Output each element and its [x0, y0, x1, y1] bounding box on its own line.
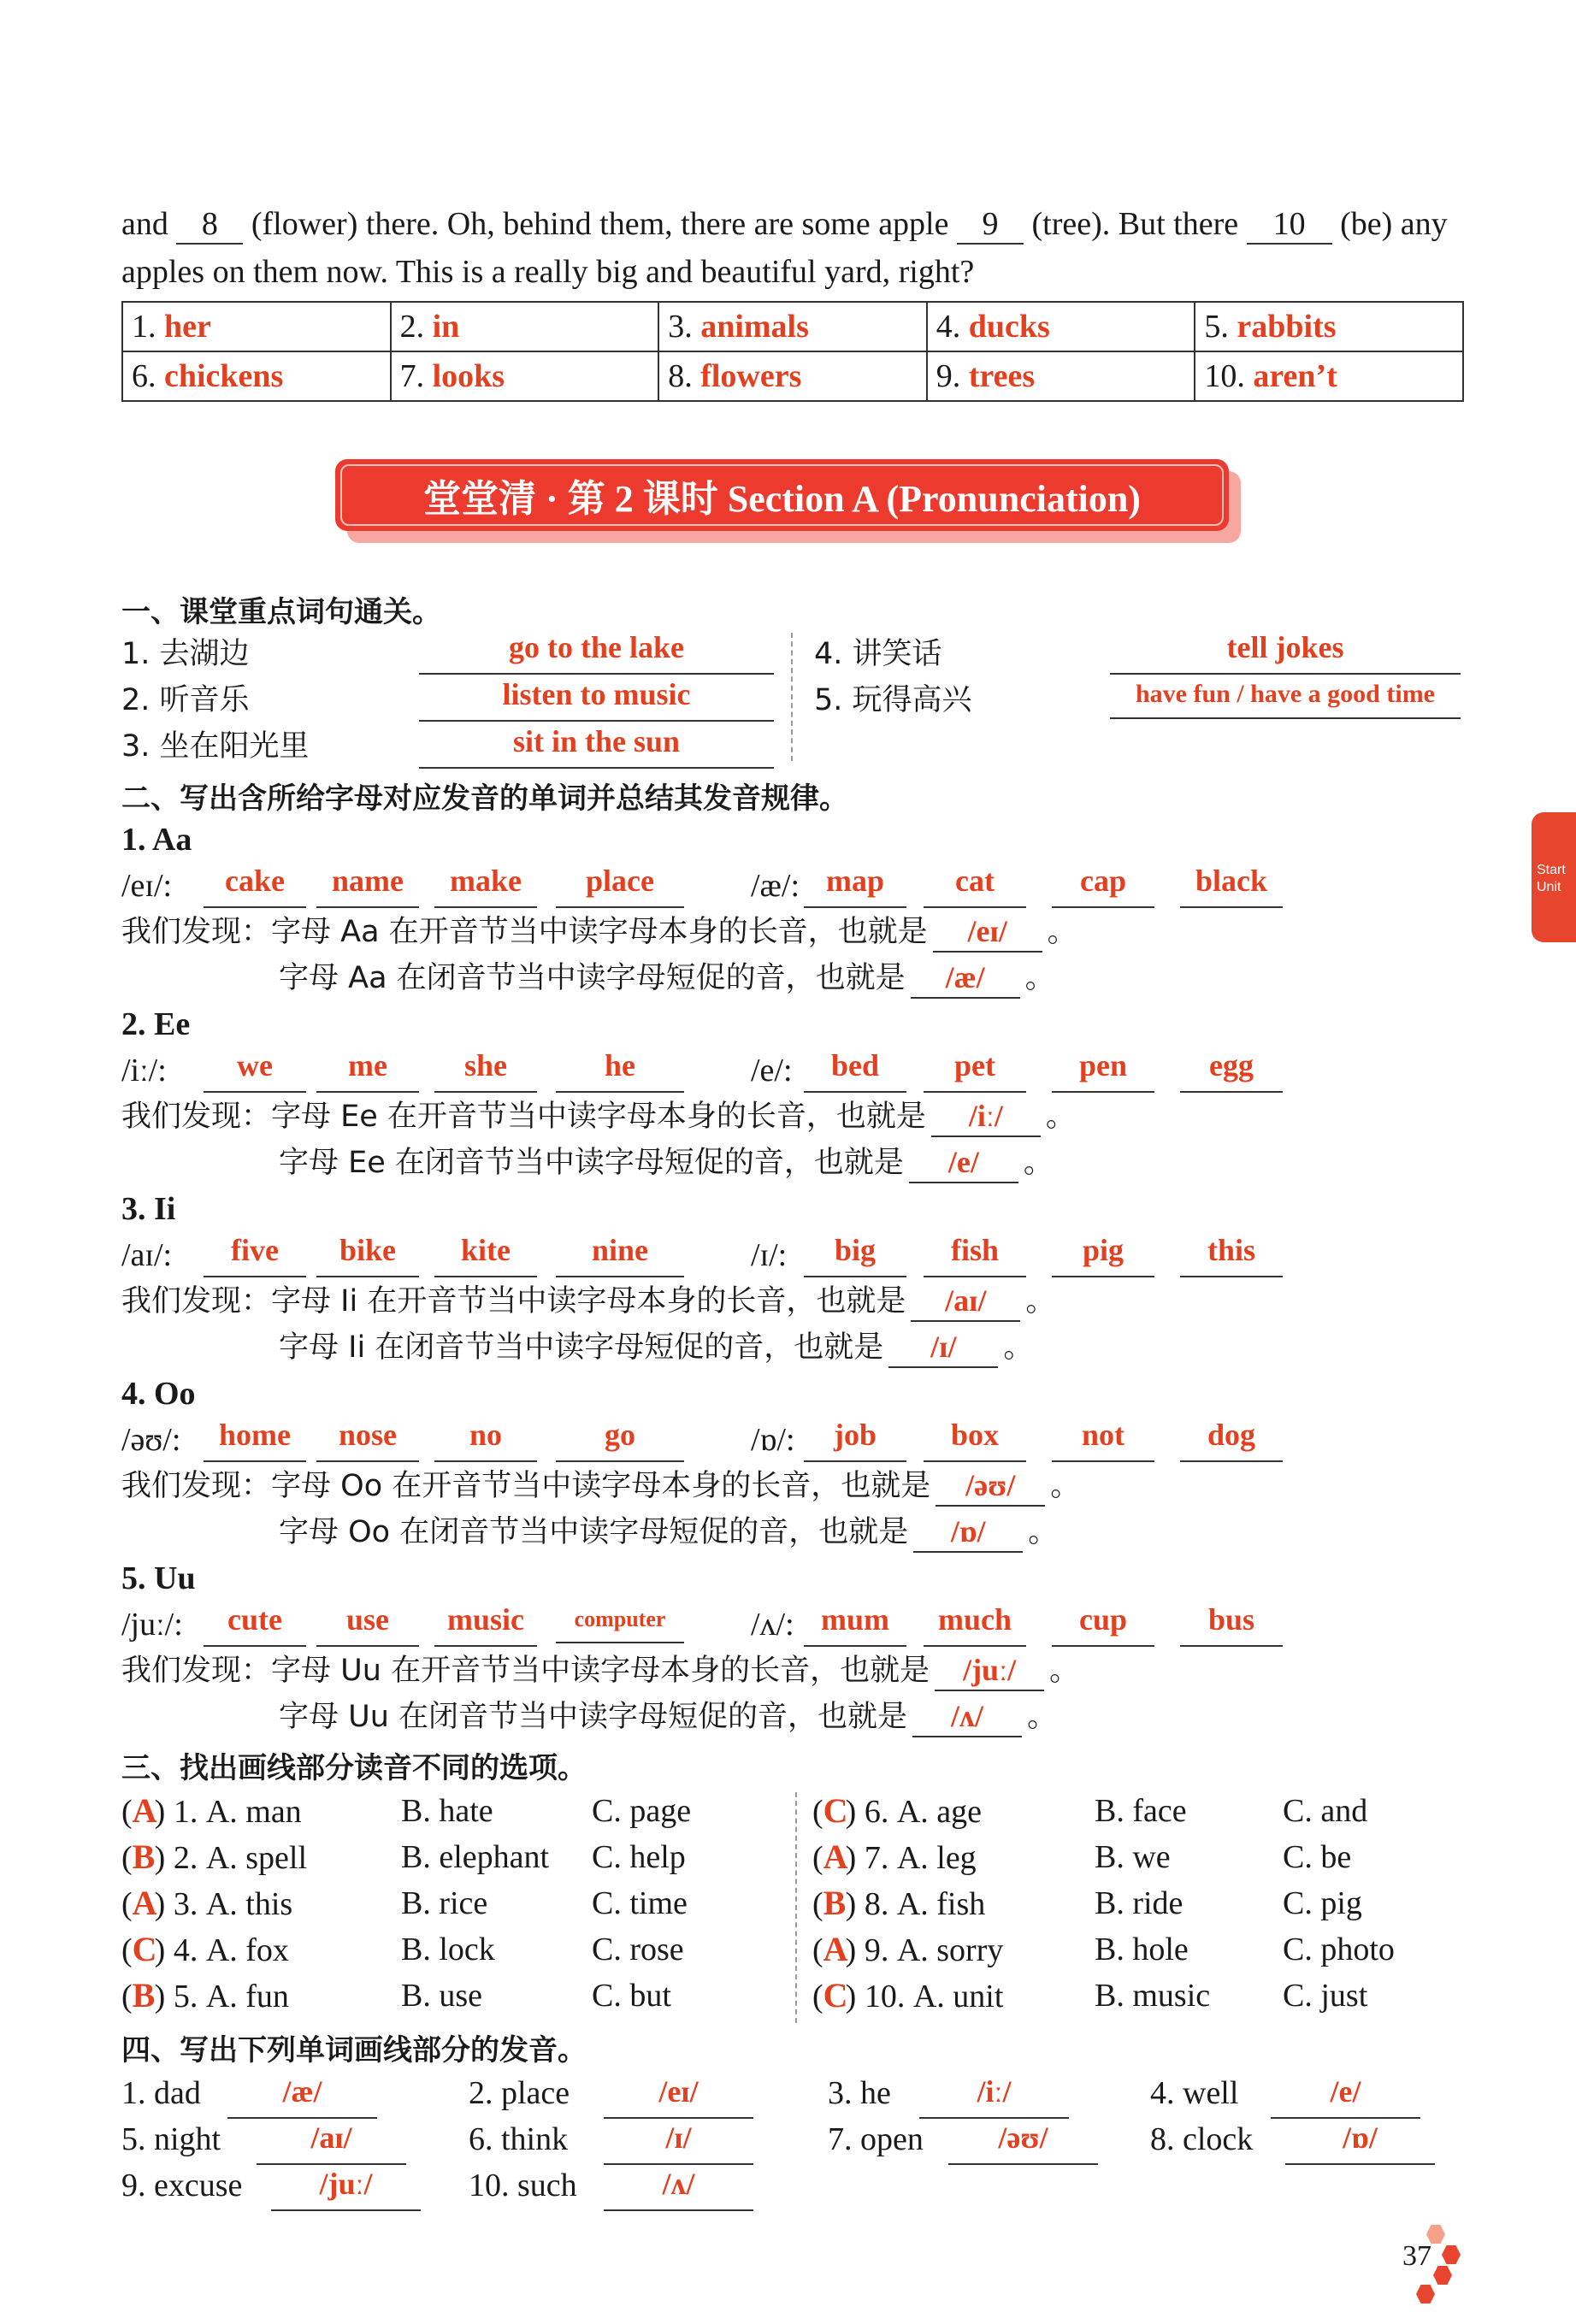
phonetic-answer: /iː/ — [977, 2074, 1012, 2109]
phonetic-answer: /eɪ/ — [658, 2074, 699, 2109]
phonetic-blank — [1285, 2119, 1435, 2165]
option-c: C. photo — [1283, 1932, 1395, 1967]
group-title: 4. Oo — [121, 1376, 196, 1412]
question-number: 9. — [864, 1932, 889, 1968]
hexagon-decoration — [1442, 2245, 1461, 2264]
word-blank — [1052, 1601, 1154, 1647]
word-blank — [434, 1047, 537, 1093]
phonetic-blank — [948, 2119, 1098, 2165]
answer-word: home — [219, 1418, 291, 1452]
phonetic-blank — [604, 2073, 753, 2119]
word-blank — [1052, 862, 1154, 908]
rule-blank — [911, 1282, 1020, 1322]
choice-answer: C — [132, 1930, 157, 1968]
side-tab-label: Unit — [1537, 880, 1561, 894]
word-blank — [924, 1231, 1026, 1277]
rule-blank — [911, 959, 1020, 999]
answer-word: bed — [830, 1048, 880, 1082]
rule-text: 字母 Ee 在开音节当中读字母本身的长音，也就是 — [271, 1100, 926, 1134]
word-blank — [1180, 862, 1283, 908]
choice-row: (C) 4. A. fox — [121, 1929, 360, 1971]
option-c: C. rose — [592, 1932, 684, 1967]
choice-answer: B — [823, 1884, 847, 1922]
option-b: B. face — [1095, 1793, 1187, 1829]
blank-10 — [1247, 205, 1332, 245]
blank-number: 9 — [982, 206, 999, 242]
phonetic-answer: /ɒ/ — [1343, 2121, 1378, 2155]
answer-word: this — [1207, 1233, 1256, 1267]
choice-answer: B — [132, 1976, 156, 2014]
answer-word: box — [950, 1418, 1000, 1452]
phonetic-blank — [604, 2119, 753, 2165]
word-label: 9. excuse — [121, 2168, 243, 2203]
phonetic-label: /e/: — [751, 1053, 793, 1088]
option-a: A. unit — [912, 1979, 1004, 2014]
answer-word: we — [237, 1048, 273, 1082]
word-blank — [1180, 1416, 1283, 1462]
phonetic-answer: /əʊ/ — [998, 2121, 1048, 2155]
blank-number: 10 — [1272, 206, 1306, 242]
question-number: 2. — [173, 1840, 198, 1876]
answer-word: bike — [339, 1233, 397, 1267]
table-cell: 9. trees — [927, 351, 1195, 401]
passage-text: (flower) there. Oh, behind them, there are some apple — [251, 206, 949, 242]
phonetic-label: /ʌ/: — [751, 1607, 794, 1643]
word-blank — [556, 1416, 684, 1462]
word-blank — [204, 1416, 306, 1462]
vocab-item: 5. 玩得高兴 — [814, 683, 972, 717]
rule-blank — [913, 1513, 1023, 1553]
vocab-item: 3. 坐在阳光里 — [121, 729, 310, 764]
banner-title: 堂堂清 · 第 2 课时 Section A (Pronunciation) — [423, 478, 1141, 520]
group-title: 1. Aa — [121, 822, 192, 858]
rule-answer: /əʊ/ — [965, 1468, 1016, 1502]
answer-word: place — [586, 864, 654, 898]
word-label: 2. place — [469, 2075, 570, 2111]
word-blank — [316, 1231, 419, 1277]
section-3-heading: 三、找出画线部分读音不同的选项。 — [121, 1751, 587, 1785]
word-blank — [434, 1231, 537, 1277]
vocab-item: 2. 听音乐 — [121, 683, 250, 717]
answer-word: go — [605, 1418, 635, 1452]
choice-row: (B) 5. A. fun — [121, 1975, 360, 2017]
answer-blank: listen to music — [419, 675, 774, 722]
choice-row: (A) 1. A. man — [121, 1790, 360, 1832]
word-blank — [804, 1231, 906, 1277]
blank-9 — [957, 205, 1024, 245]
option-a: A. age — [896, 1794, 982, 1830]
answer-word: fish — [950, 1233, 1000, 1267]
word-blank — [434, 1601, 537, 1647]
passage-text: and — [121, 206, 168, 242]
choice-row: (A) 7. A. leg — [812, 1837, 1060, 1879]
rule-line: 字母 Uu 在闭音节当中读字母短促的音，也就是 /ʌ/ 。 — [279, 1696, 1057, 1737]
group-title: 3. Ii — [121, 1191, 176, 1227]
phonetic-label: /əʊ/: — [121, 1422, 181, 1458]
answer-word: he — [605, 1048, 635, 1082]
option-c: C. be — [1283, 1839, 1352, 1875]
answer-word: bus — [1207, 1602, 1255, 1637]
rule-answer: /eɪ/ — [967, 914, 1007, 948]
rule-blank — [909, 1143, 1018, 1183]
column-divider — [795, 1792, 797, 2023]
phonetic-label: /iː/: — [121, 1053, 167, 1088]
answer-table — [121, 301, 1464, 402]
phonetic-label: /eɪ/: — [121, 868, 173, 904]
rule-text: 字母 Uu 在闭音节当中读字母短促的音，也就是 — [279, 1700, 908, 1734]
option-c: C. but — [592, 1978, 671, 2014]
table-cell: 3. animals — [658, 302, 927, 351]
question-number: 1. — [173, 1794, 198, 1830]
option-a: A. sorry — [896, 1932, 1004, 1968]
phonetic-blank — [604, 2165, 753, 2211]
hexagon-decoration — [1416, 2285, 1435, 2303]
rule-text: 字母 Uu 在开音节当中读字母本身的长音，也就是 — [271, 1654, 930, 1688]
rule-line: 我们发现：字母 Uu 在开音节当中读字母本身的长音，也就是 /juː/ 。 — [121, 1650, 1079, 1691]
passage-line-1 — [121, 203, 1448, 245]
option-c: C. and — [1283, 1793, 1368, 1829]
answer-word: cute — [227, 1602, 282, 1637]
answer-word: kite — [461, 1233, 511, 1267]
rule-answer: /e/ — [947, 1145, 979, 1179]
answer-word: dog — [1207, 1418, 1256, 1452]
choice-row: (A) 9. A. sorry — [812, 1929, 1060, 1971]
option-b: B. we — [1095, 1839, 1171, 1875]
passage-line-2: apples on them now. This is a really big and beautiful yard, right? — [121, 254, 975, 290]
find-label: 我们发现： — [121, 1100, 272, 1134]
answer-word: cat — [955, 864, 995, 898]
table-cell: 10. aren’t — [1195, 351, 1463, 401]
answer-word: five — [231, 1233, 279, 1267]
word-blank — [556, 1231, 684, 1277]
word-blank — [434, 862, 537, 908]
rule-line: 字母 Aa 在闭音节当中读字母短促的音，也就是 /æ/ 。 — [279, 958, 1055, 999]
word-blank — [1180, 1231, 1283, 1277]
answer-word: nine — [591, 1233, 649, 1267]
answer-word: big — [834, 1233, 877, 1267]
rule-line: 我们发现：字母 Oo 在开音节当中读字母本身的长音，也就是 /əʊ/ 。 — [121, 1466, 1080, 1507]
choice-answer: A — [132, 1884, 157, 1922]
phonetic-label: /juː/: — [121, 1607, 183, 1643]
table-row — [122, 302, 1463, 351]
question-number: 7. — [864, 1840, 889, 1876]
phonetic-label: /ɒ/: — [751, 1422, 795, 1458]
answer-word: much — [937, 1602, 1012, 1637]
rule-text: 字母 Ii 在闭音节当中读字母短促的音，也就是 — [279, 1330, 884, 1365]
option-a: A. this — [205, 1886, 293, 1922]
phonetic-blank — [271, 2165, 421, 2211]
answer-word: computer — [574, 1607, 666, 1631]
answer-word: no — [469, 1418, 503, 1452]
vocab-item: 4. 讲笑话 — [814, 637, 942, 671]
section-4-heading: 四、写出下列单词画线部分的发音。 — [121, 2033, 587, 2067]
table-cell: 4. ducks — [927, 302, 1195, 351]
find-label: 我们发现： — [121, 1284, 272, 1318]
table-row — [122, 351, 1463, 401]
rule-line: 我们发现：字母 Ee 在开音节当中读字母本身的长音，也就是 /iː/ 。 — [121, 1096, 1076, 1137]
word-blank — [804, 1601, 906, 1647]
word-blank — [804, 1047, 906, 1093]
rule-answer: /ɒ/ — [950, 1514, 986, 1548]
passage-text: (be) any — [1340, 206, 1448, 242]
answer-word: map — [825, 864, 884, 898]
unit-side-tab — [1532, 812, 1576, 942]
find-label: 我们发现： — [121, 1654, 272, 1688]
option-b: B. music — [1095, 1978, 1211, 2014]
side-tab-label: Start — [1537, 863, 1566, 877]
option-b: B. lock — [401, 1932, 495, 1967]
phonetic-answer: /æ/ — [282, 2074, 322, 2109]
table-cell: 1. her — [122, 302, 391, 351]
rule-text: 字母 Aa 在开音节当中读字母本身的长音，也就是 — [271, 915, 928, 949]
word-blank — [1052, 1231, 1154, 1277]
option-b: B. rice — [401, 1885, 488, 1921]
phonetic-label: /æ/: — [751, 868, 800, 904]
word-label: 6. think — [469, 2121, 569, 2157]
word-label: 8. clock — [1150, 2121, 1254, 2157]
question-number: 3. — [173, 1886, 198, 1922]
table-cell: 8. flowers — [658, 351, 927, 401]
answer-blank: go to the lake — [419, 628, 774, 675]
answer-word: pig — [1082, 1233, 1124, 1267]
phonetic-blank — [257, 2119, 406, 2165]
rule-text: 字母 Oo 在闭音节当中读字母短促的音，也就是 — [279, 1515, 909, 1549]
word-label: 5. night — [121, 2121, 221, 2157]
find-label: 我们发现： — [121, 1469, 272, 1503]
option-a: A. fox — [205, 1932, 289, 1968]
phonetic-answer: /aɪ/ — [310, 2121, 352, 2155]
rule-answer: /juː/ — [963, 1653, 1017, 1687]
word-label: 3. he — [828, 2075, 891, 2111]
choice-row: (B) 8. A. fish — [812, 1883, 1060, 1925]
answer-word: pet — [954, 1048, 995, 1082]
phonetic-answer: /juː/ — [319, 2167, 373, 2201]
rule-blank — [935, 1651, 1044, 1691]
answer-word: name — [332, 864, 404, 898]
answer-word: use — [345, 1602, 389, 1637]
word-blank — [316, 1601, 419, 1647]
answer-blank: have fun / have a good time — [1110, 675, 1461, 719]
word-label: 10. such — [469, 2168, 577, 2203]
option-b: B. hate — [401, 1793, 493, 1829]
word-blank — [556, 1601, 684, 1643]
phonetic-label: /aɪ/: — [121, 1237, 173, 1273]
option-a: A. leg — [896, 1840, 977, 1876]
choice-answer: A — [823, 1930, 848, 1968]
question-number: 4. — [173, 1932, 198, 1968]
rule-blank — [912, 1697, 1022, 1737]
blank-number: 8 — [201, 206, 218, 242]
word-blank — [204, 1047, 306, 1093]
rule-blank — [888, 1328, 998, 1368]
rule-answer: /æ/ — [945, 960, 985, 994]
column-divider — [791, 633, 793, 761]
section-banner — [335, 459, 1244, 545]
hexagon-decoration — [1433, 2266, 1452, 2285]
rule-line: 字母 Ii 在闭音节当中读字母短促的音，也就是 /ɪ/ 。 — [279, 1327, 1033, 1368]
word-blank — [924, 862, 1026, 908]
blank-8 — [176, 205, 243, 245]
answer-word: pen — [1078, 1048, 1128, 1082]
phonetic-blank — [1271, 2073, 1420, 2119]
choice-answer: A — [132, 1791, 157, 1830]
option-c: C. time — [592, 1885, 688, 1921]
choice-answer: C — [823, 1976, 848, 2014]
answer-word: job — [833, 1418, 877, 1452]
option-a: A. fun — [205, 1979, 289, 2014]
question-number: 6. — [864, 1794, 889, 1830]
option-b: B. hole — [1095, 1932, 1189, 1967]
group-title: 5. Uu — [121, 1560, 196, 1596]
option-a: A. spell — [205, 1840, 308, 1876]
word-label: 7. open — [828, 2121, 924, 2157]
word-blank — [1180, 1047, 1283, 1093]
option-c: C. just — [1283, 1978, 1368, 2014]
rule-line: 我们发现：字母 Aa 在开音节当中读字母本身的长音，也就是 /eɪ/ 。 — [121, 911, 1077, 953]
phonetic-answer: /ʌ/ — [662, 2167, 695, 2201]
rule-answer: /ɪ/ — [930, 1330, 957, 1364]
rule-blank — [933, 912, 1042, 953]
word-blank — [804, 862, 906, 908]
answer-word: cup — [1078, 1602, 1128, 1637]
word-blank — [204, 1601, 306, 1647]
answer-word: nose — [338, 1418, 397, 1452]
word-blank — [556, 862, 684, 908]
phonetic-label: /ɪ/: — [751, 1237, 788, 1273]
rule-text: 字母 Aa 在闭音节当中读字母短促的音，也就是 — [279, 961, 906, 995]
word-blank — [434, 1416, 537, 1462]
section-2-heading: 二、写出含所给字母对应发音的单词并总结其发音规律。 — [121, 782, 848, 816]
rule-line: 字母 Oo 在闭音节当中读字母短促的音，也就是 /ɒ/ 。 — [279, 1512, 1058, 1553]
word-blank — [204, 862, 306, 908]
group-title: 2. Ee — [121, 1006, 191, 1042]
answer-word: egg — [1209, 1048, 1254, 1082]
word-blank — [556, 1047, 684, 1093]
rule-line: 我们发现：字母 Ii 在开音节当中读字母本身的长音，也就是 /aɪ/ 。 — [121, 1281, 1055, 1322]
answer-word: cake — [225, 864, 285, 898]
choice-answer: C — [823, 1791, 848, 1830]
rule-answer: /iː/ — [968, 1099, 1003, 1133]
option-c: C. help — [592, 1839, 686, 1875]
word-blank — [924, 1047, 1026, 1093]
word-blank — [804, 1416, 906, 1462]
phonetic-blank — [227, 2073, 377, 2119]
table-cell: 7. looks — [391, 351, 659, 401]
word-label: 1. dad — [121, 2075, 201, 2111]
option-b: B. use — [401, 1978, 482, 2014]
rule-line: 字母 Ee 在闭音节当中读字母短促的音，也就是 /e/ 。 — [279, 1142, 1054, 1183]
question-number: 8. — [864, 1886, 889, 1922]
option-a: A. fish — [896, 1886, 986, 1922]
rule-answer: /ʌ/ — [951, 1699, 984, 1733]
phonetic-answer: /e/ — [1330, 2074, 1361, 2109]
option-a: A. man — [205, 1794, 302, 1830]
choice-row: (A) 3. A. this — [121, 1883, 360, 1925]
table-cell: 6. chickens — [122, 351, 391, 401]
word-blank — [316, 1416, 419, 1462]
phonetic-answer: /ɪ/ — [665, 2121, 692, 2155]
word-label: 4. well — [1150, 2075, 1239, 2111]
answer-word: music — [447, 1602, 524, 1637]
option-b: B. ride — [1095, 1885, 1183, 1921]
section-1-heading: 一、课堂重点词句通关。 — [121, 595, 441, 629]
question-number: 10. — [864, 1979, 906, 2014]
word-blank — [316, 1047, 419, 1093]
vocab-item: 1. 去湖边 — [121, 637, 250, 671]
answer-blank: tell jokes — [1110, 628, 1461, 675]
choice-row: (C) 10. A. unit — [812, 1975, 1076, 2017]
answer-word: me — [348, 1048, 387, 1082]
answer-word: she — [463, 1048, 507, 1082]
rule-blank — [931, 1097, 1041, 1137]
rule-text: 字母 Ii 在开音节当中读字母本身的长音，也就是 — [271, 1284, 906, 1318]
word-blank — [204, 1231, 306, 1277]
answer-word: black — [1195, 864, 1268, 898]
page-number: 37 — [1402, 2240, 1431, 2272]
rule-blank — [936, 1466, 1045, 1507]
passage-text: (tree). But there — [1031, 206, 1239, 242]
table-cell: 5. rabbits — [1195, 302, 1463, 351]
rule-answer: /aɪ/ — [945, 1283, 987, 1318]
phonetic-blank — [919, 2073, 1069, 2119]
word-blank — [316, 862, 419, 908]
answer-word: make — [450, 864, 522, 898]
table-cell: 2. in — [391, 302, 659, 351]
word-blank — [1052, 1047, 1154, 1093]
answer-word: mum — [821, 1602, 889, 1637]
rule-text: 字母 Ee 在闭音节当中读字母短促的音，也就是 — [279, 1146, 904, 1180]
banner-body — [335, 459, 1229, 531]
answer-blank: sit in the sun — [419, 723, 774, 769]
word-blank — [924, 1416, 1026, 1462]
choice-row: (C) 6. A. age — [812, 1790, 1060, 1832]
find-label: 我们发现： — [121, 915, 272, 949]
option-c: C. pig — [1283, 1885, 1362, 1921]
rule-text: 字母 Oo 在开音节当中读字母本身的长音，也就是 — [271, 1469, 931, 1503]
answer-word: not — [1081, 1418, 1124, 1452]
answer-word: cap — [1080, 864, 1126, 898]
word-blank — [1052, 1416, 1154, 1462]
question-number: 5. — [173, 1979, 198, 2014]
word-blank — [1180, 1601, 1283, 1647]
word-blank — [924, 1601, 1026, 1647]
option-b: B. elephant — [401, 1839, 550, 1875]
option-c: C. page — [592, 1793, 692, 1829]
choice-row: (B) 2. A. spell — [121, 1837, 360, 1879]
choice-answer: B — [132, 1837, 156, 1876]
choice-answer: A — [823, 1837, 848, 1876]
